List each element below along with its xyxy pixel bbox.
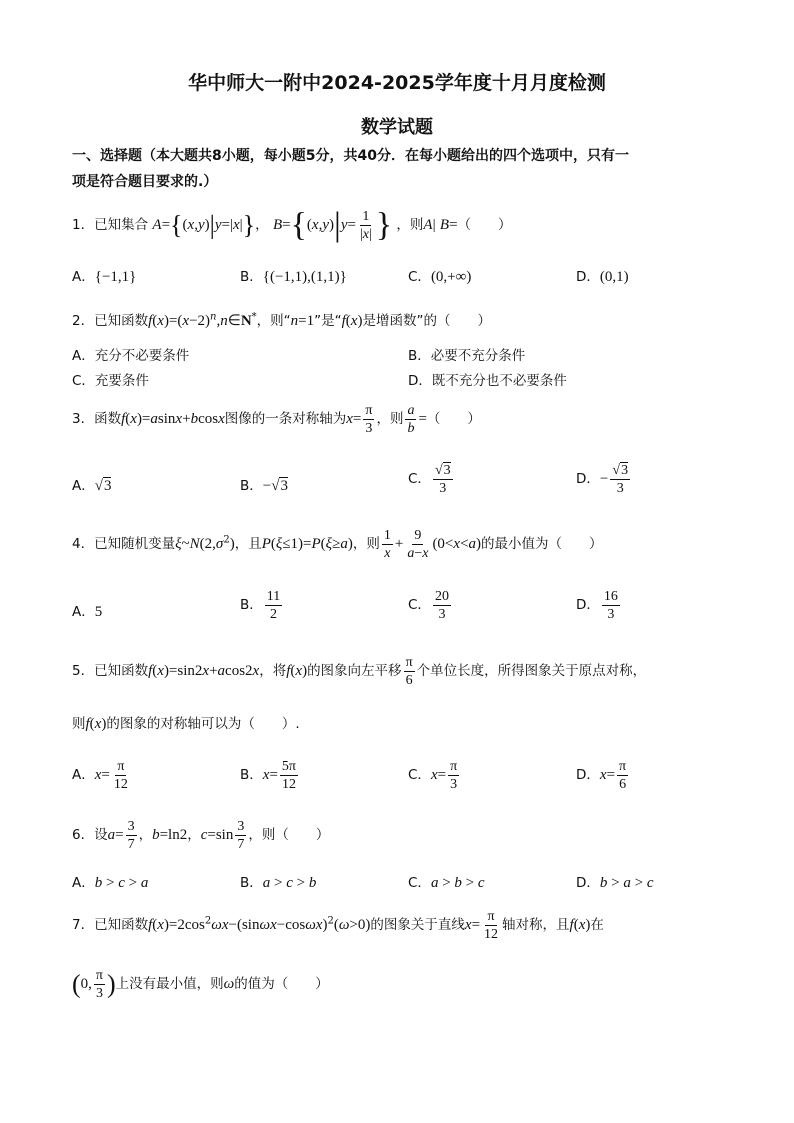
q2-option-d: D．既不充分也不必要条件 [408,373,567,389]
exam-title: 华中师大一附中2024-2025学年度十月月度检测 [188,72,606,94]
q1-option-c: C．(0,+∞) [408,269,472,285]
question-7: 7．已知函数$f(x)=2\cos^2\omega x-(\sin\omega x-\cos\omega x)^2(\omega>0)$的图象关于直线x= $\frac{\pi}{12}$ 轴对称，且f(x)在 [72,909,604,942]
q1-option-b: B．{(−1,1),(1,1)} [240,269,347,285]
question-4: 4．已知随机变量$\xi\sim N(2,\sigma^2)$，且P(ξ≤1)=P(ξ≥a)，则 $\frac{1}{x}$ + $\frac{9}{a-x}$ (0<x<a)的最小值为（ ） [72,528,603,561]
q6-option-a: A．b > c > a [72,875,149,891]
section-heading-line2: 项是符合题目要求的.） [72,174,218,190]
q5-option-c: C．x= $\frac{\pi}{3}$ [408,759,458,792]
q5-option-d: D．x= $\frac{\pi}{6}$ [576,759,627,792]
q5-option-a: A．x= $\frac{\pi}{12}$ [72,759,128,792]
question-2: 2．已知函数$f(x)=(x-2)^n,n\in N^*$，则“n=1”是“f(x)是增函数”的（ ） [72,311,491,329]
q6-option-b: B．a > c > b [240,875,317,891]
q1-option-a: A．{−1,1} [72,269,137,285]
question-5: 5．已知函数f(x)=sin2x+acos2x，将f(x)的图象向左平移 $\frac{\pi}{6}$ 个单位长度，所得图象关于原点对称， [72,655,647,688]
q3-option-a: A．√3 [72,478,112,494]
question-1: 1．已知集合 A={(x,y)|y=|x|}， B={(x,y)|y= $\frac{1}{|x|}$ } ，则A| B=（ ） [72,206,512,244]
q2-option-c: C．充要条件 [72,373,149,389]
q5-option-b: B．x= $\frac{5\pi}{12}$ [240,759,296,792]
q4-option-b: B． $\frac{11}{2}$ [240,589,281,622]
q1-option-d: D．(0,1) [576,269,629,285]
question-6: 6．设a= $\frac{3}{7}$ ，b=ln2，c=sin $\frac{3}{7}$ ，则（ ） [72,819,330,852]
q3-option-c: C． $\frac{√3}{3}$ [408,463,451,496]
section-heading [72,143,732,195]
q6-option-d: D．b > a > c [576,875,654,891]
question-5-cont: 则f(x)的图象的对称轴可以为（ ）. [72,716,300,732]
q3-option-d: D．− $\frac{√3}{3}$ [576,463,629,496]
q2-option-a: A．充分不必要条件 [72,348,190,364]
q4-option-d: D． $\frac{16}{3}$ [576,589,618,622]
question-3: 3．函数f(x)=asinx+bcosx图像的一条对称轴为x= $\frac{\pi}{3}$ ，则 $\frac{a}{b}$ =（ ） [72,403,481,436]
q4-option-c: C． $\frac{20}{3}$ [408,589,449,622]
q2-option-b: B．必要不充分条件 [408,348,526,364]
section-heading-line1: 一、选择题（本大题共8小题，每小题5分，共40分．在每小题给出的四个选项中，只有一 [72,148,629,164]
q3-option-b: B．−√3 [240,478,288,494]
exam-subtitle: 数学试题 [361,117,433,138]
q4-option-a: A．5 [72,604,103,620]
question-7-cont: (0, $\frac{\pi}{3}$ )上没有最小值，则ω的值为（ ） [72,968,329,1001]
q6-option-c: C．a > b > c [408,875,485,891]
